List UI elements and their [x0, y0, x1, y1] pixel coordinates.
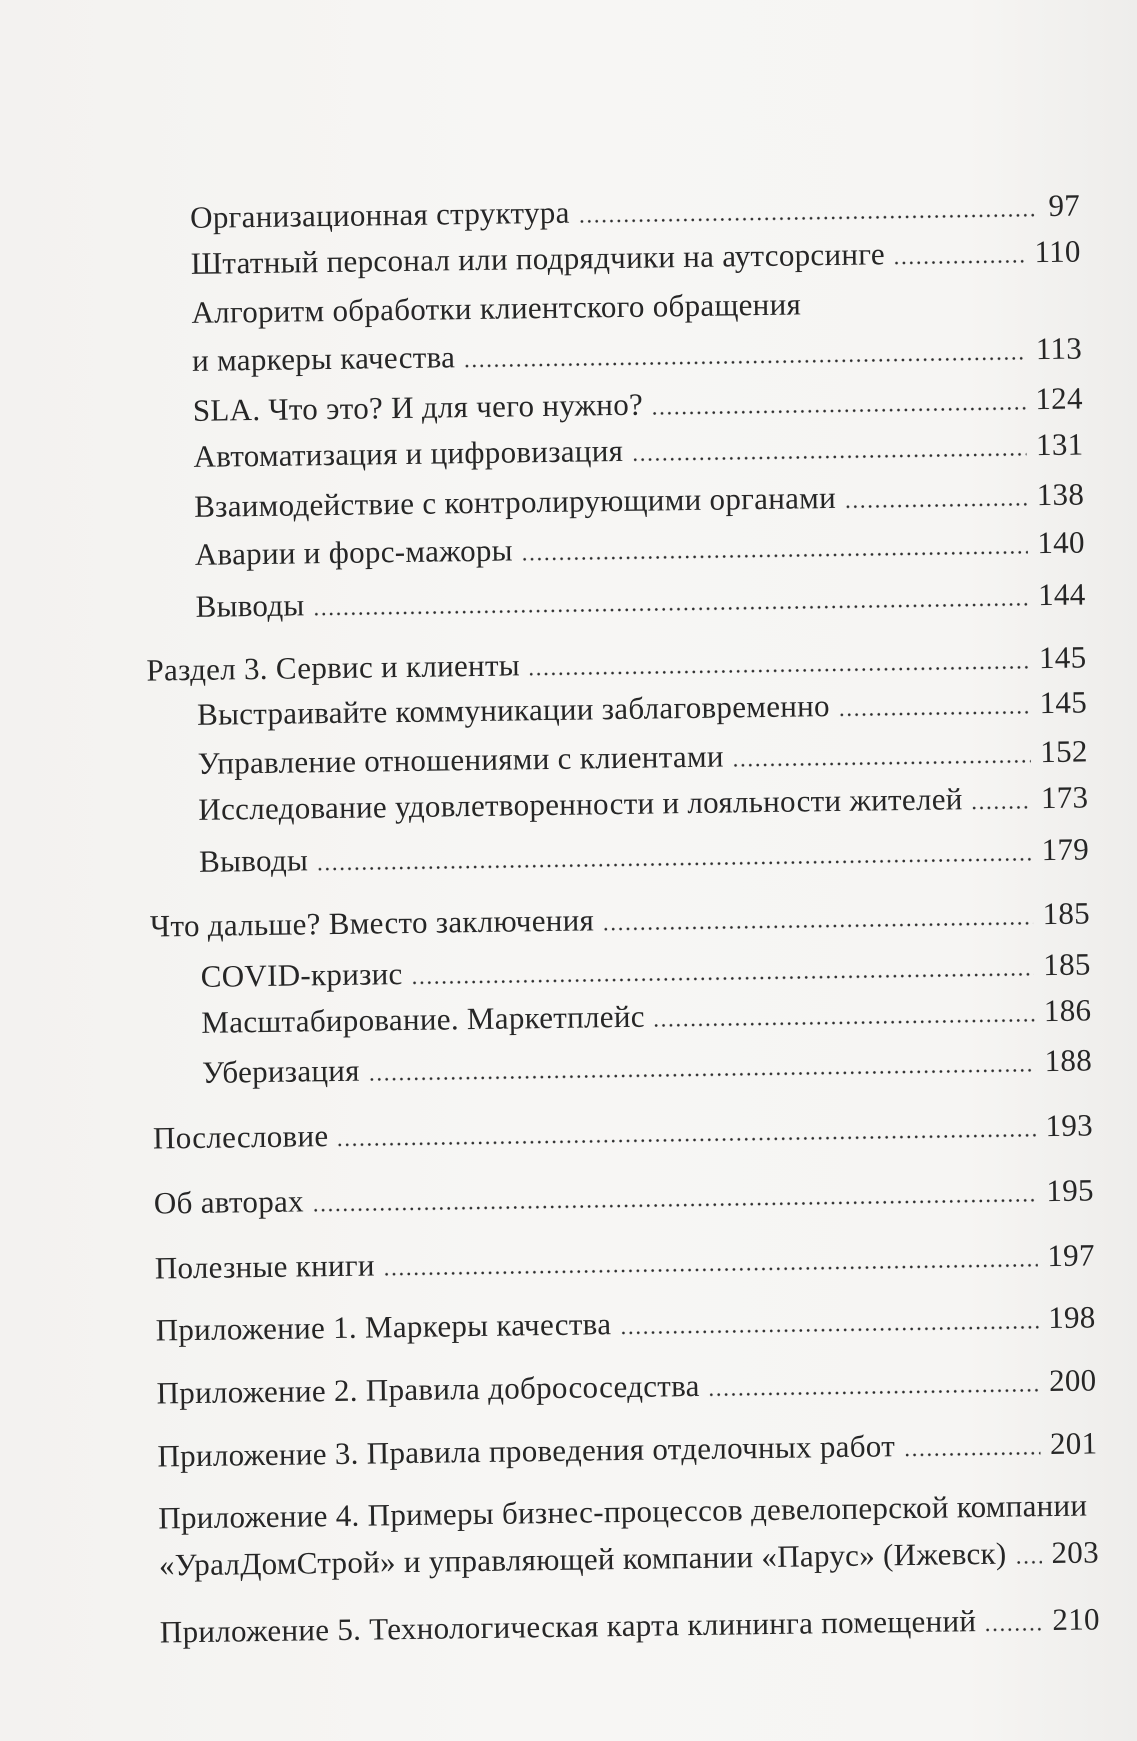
dot-leader [602, 921, 1033, 931]
toc-entry-page: 188 [1044, 1042, 1093, 1079]
dot-leader [411, 972, 1034, 985]
toc-entry [152, 1040, 1092, 1093]
toc-entry [143, 424, 1083, 477]
toc-entry-page: 203 [1051, 1534, 1100, 1571]
toc-section-title: Приложение 3. Правила проведения отделочных работ [157, 1428, 896, 1474]
toc-section-title-continuation: «УралДомСтрой» и управляющей компании «Парус» (Ижевск) [158, 1535, 1007, 1583]
dot-leader [971, 805, 1031, 810]
toc-entry-page: 179 [1041, 831, 1090, 868]
toc-entry-page: 198 [1047, 1299, 1096, 1336]
toc-entry-page: 138 [1036, 476, 1085, 513]
dot-leader [732, 759, 1031, 767]
toc-section-entry [153, 1105, 1093, 1158]
toc-entry [149, 829, 1089, 882]
toc-entry [141, 232, 1081, 285]
toc-entry-title-continuation: и маркеры качества [191, 339, 456, 378]
toc-entry-page: 124 [1035, 380, 1084, 417]
toc-entry-page: 145 [1038, 639, 1087, 676]
dot-leader [313, 602, 1029, 616]
toc-entry-page: 185 [1042, 895, 1091, 932]
toc-entry-title: Выводы [195, 587, 305, 624]
toc-entry-title: Уберизация [201, 1052, 360, 1090]
toc-section-entry [155, 1235, 1095, 1288]
toc-entry [140, 186, 1080, 239]
dot-leader [316, 857, 1032, 871]
toc-entry [148, 731, 1088, 784]
toc-entry-title: Выводы [198, 842, 309, 879]
dot-leader [528, 665, 1029, 676]
toc-section-entry [160, 1599, 1100, 1652]
toc-entry-title: Управление отношениями с клиентами [197, 738, 725, 781]
toc-entry [145, 522, 1085, 575]
dot-leader [578, 213, 1039, 223]
dot-leader [521, 550, 1028, 561]
toc-entry-first-line [141, 280, 1081, 333]
dot-leader [838, 710, 1030, 717]
toc-entry [151, 990, 1091, 1043]
toc-section-entry [155, 1297, 1095, 1350]
toc-entry-title: Организационная структура [189, 194, 570, 235]
toc-section-entry [157, 1423, 1097, 1476]
toc-entry-page: 140 [1037, 524, 1086, 561]
toc-entry-page: 197 [1047, 1237, 1095, 1274]
toc-entry-page: 173 [1040, 779, 1089, 816]
dot-leader [844, 502, 1027, 509]
toc-entry [147, 682, 1087, 735]
toc-section-title: Приложение 1. Маркеры качества [155, 1306, 612, 1348]
toc-entry-page: 131 [1035, 426, 1084, 463]
dot-leader [337, 1133, 1036, 1147]
toc-section-title: Приложение 4. Примеры бизнес-процессов девелоперской компании [158, 1487, 1088, 1536]
dot-leader [893, 259, 1025, 265]
toc-entry [144, 474, 1084, 527]
dot-leader [1015, 1560, 1042, 1564]
dot-leader [653, 1018, 1034, 1027]
dot-leader [619, 1325, 1038, 1335]
toc-entry-page: 201 [1049, 1425, 1098, 1462]
table-of-contents [139, 154, 1100, 1687]
toc-section-entry [154, 1170, 1094, 1223]
toc-section-title: Послесловие [152, 1118, 329, 1156]
toc-section-entry [156, 1360, 1096, 1413]
toc-entry-page: 210 [1052, 1601, 1101, 1638]
dot-leader [312, 1198, 1037, 1212]
toc-entry-page: 195 [1046, 1172, 1095, 1209]
toc-section-entry [146, 637, 1086, 690]
toc-section-title: Полезные книги [154, 1247, 376, 1286]
dot-leader [903, 1451, 1040, 1457]
toc-entry-title: Взаимодействие с контролирующими органами [193, 479, 837, 524]
dot-leader [708, 1388, 1039, 1397]
toc-section-title: Приложение 5. Технологическая карта клининга помещений [159, 1603, 977, 1650]
toc-entry [145, 574, 1085, 627]
toc-entry-page: 193 [1045, 1107, 1094, 1144]
toc-entry-page: 113 [1035, 330, 1083, 367]
toc-entry-page: 200 [1048, 1362, 1097, 1399]
toc-entry-page: 144 [1037, 576, 1086, 613]
dot-leader [383, 1263, 1038, 1276]
toc-entry [143, 378, 1083, 431]
dot-leader [368, 1068, 1035, 1081]
dot-leader [631, 452, 1026, 462]
toc-entry-title: Аварии и форс-мажоры [194, 532, 514, 572]
dot-leader [463, 356, 1026, 368]
toc-section-title: Приложение 2. Правила добрососедства [156, 1367, 700, 1411]
toc-entry-page: 152 [1040, 733, 1088, 770]
dot-leader [984, 1627, 1042, 1632]
toc-entry-page: 186 [1043, 992, 1092, 1029]
toc-entry-title: Штатный персонал или подрядчики на аутсорсинге [190, 236, 886, 281]
toc-section-entry-first-line [158, 1485, 1098, 1538]
toc-entry-page: 110 [1034, 233, 1081, 270]
toc-entry-page: 145 [1039, 684, 1088, 721]
toc-entry [150, 944, 1090, 997]
toc-section-title: Что дальше? Вместо заключения [149, 902, 595, 944]
toc-entry-title: COVID-кризис [200, 956, 403, 994]
toc-section-entry [159, 1532, 1099, 1585]
toc-entry [142, 328, 1082, 381]
toc-entry-title: Выстраивайте коммуникации заблаговременно [196, 688, 831, 732]
toc-entry-title: Масштабирование. Маркетплейс [201, 998, 646, 1040]
toc-entry-title: SLA. Что это? И для чего нужно? [192, 386, 644, 428]
toc-section-title: Об авторах [153, 1183, 305, 1221]
toc-section-title: Раздел 3. Сервис и клиенты [146, 647, 521, 688]
toc-entry-title: Исследование удовлетворенности и лояльности жителей [198, 781, 963, 827]
toc-section-entry [150, 893, 1090, 946]
toc-entry-title: Автоматизация и цифровизация [193, 432, 624, 474]
toc-entry-page: 185 [1043, 946, 1091, 983]
toc-entry [148, 777, 1088, 830]
toc-entry-page: 97 [1048, 187, 1081, 223]
toc-entry-title: Алгоритм обработки клиентского обращения [191, 286, 802, 330]
dot-leader [651, 406, 1025, 415]
